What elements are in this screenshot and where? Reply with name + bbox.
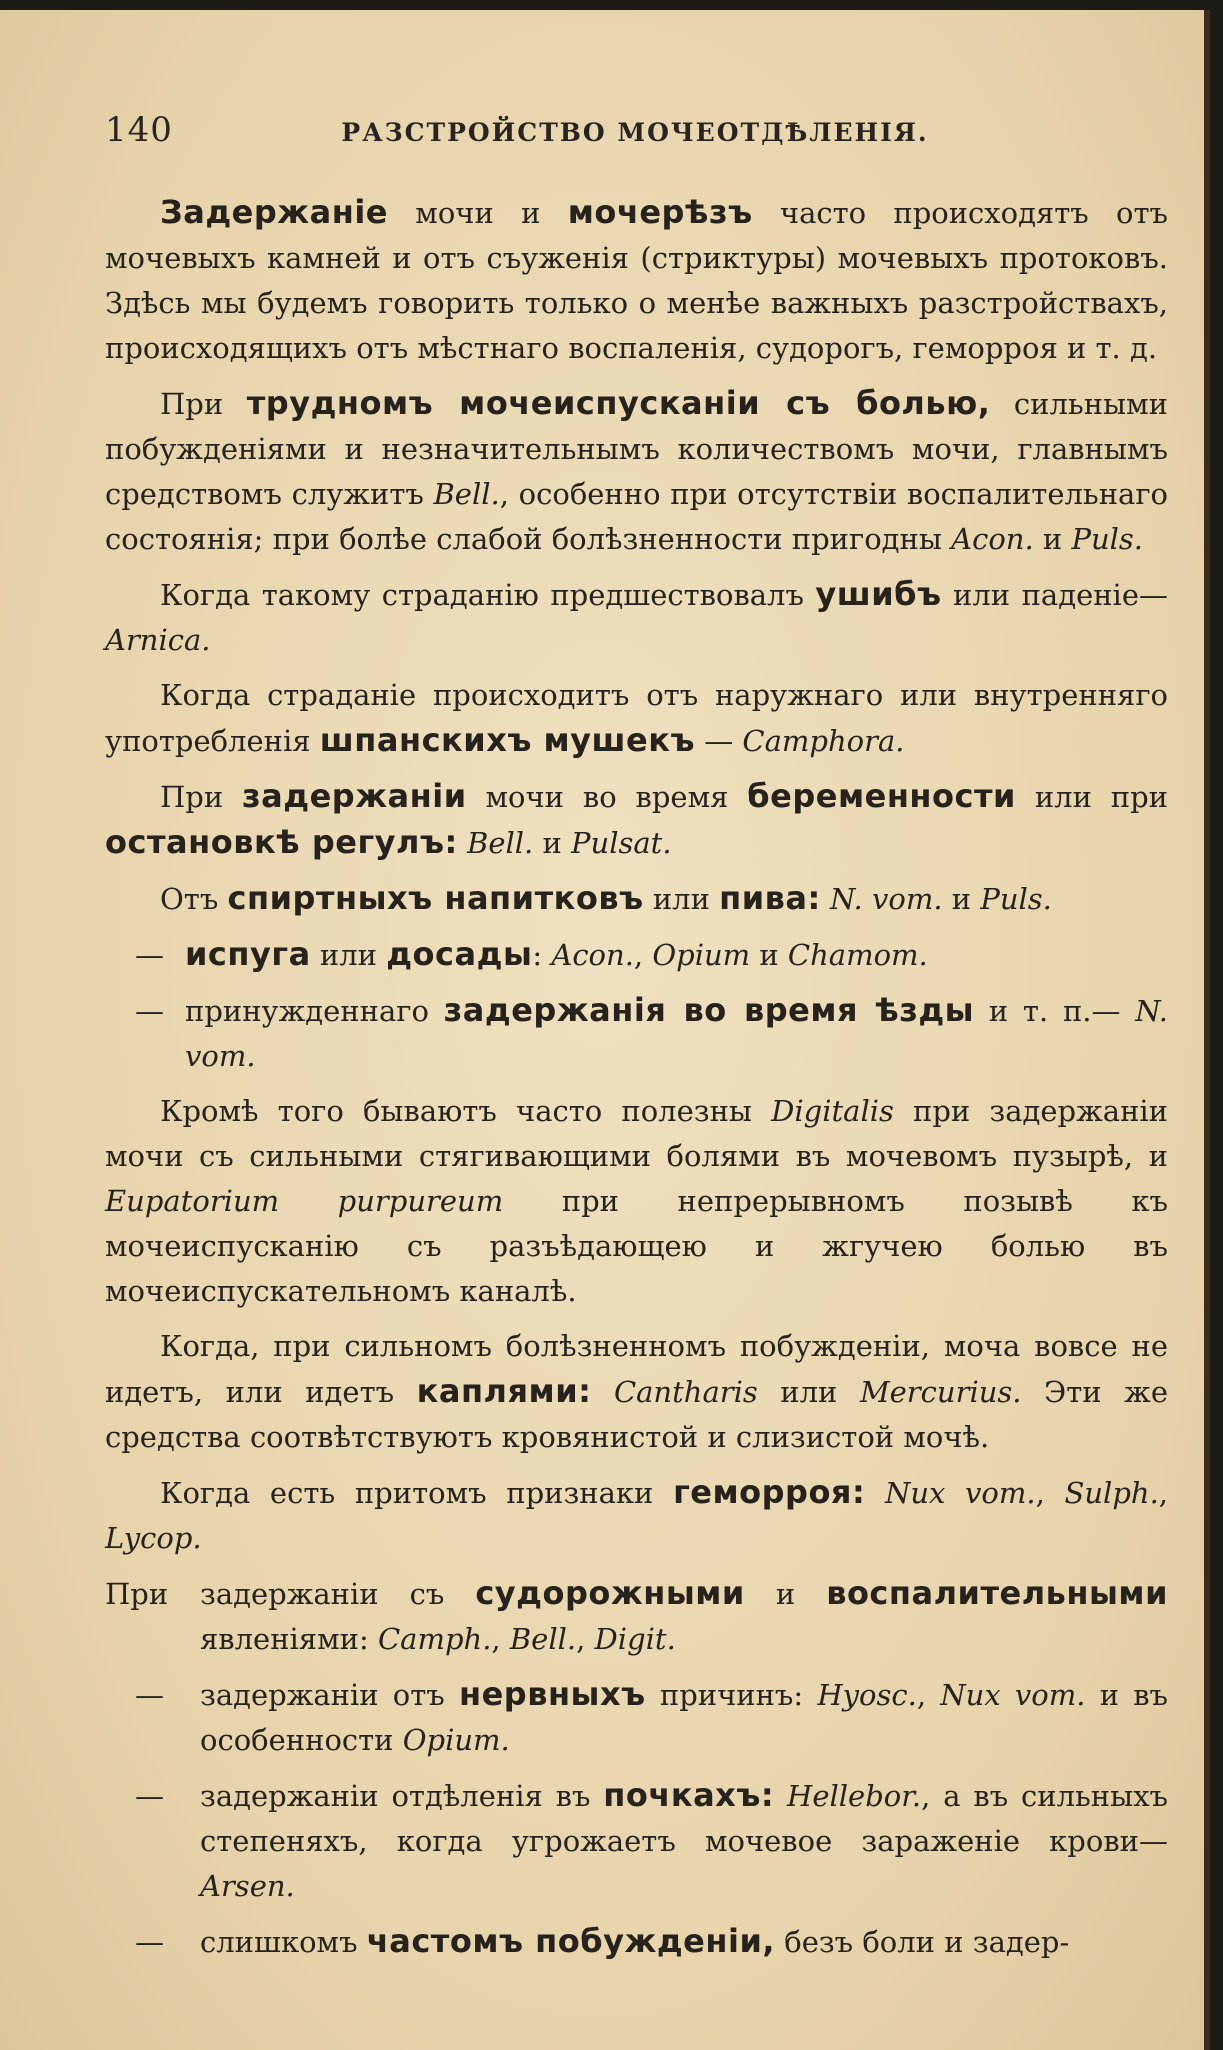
remedy: Camph. <box>377 1622 492 1656</box>
text: Когда такому страданію предшествовалъ <box>160 578 816 612</box>
remedy: Acon. <box>951 522 1034 556</box>
text: или <box>757 1375 860 1409</box>
text: и <box>1033 522 1072 556</box>
list-dash: — <box>135 938 164 972</box>
paragraph-1 <box>105 190 1168 371</box>
term: пива: <box>719 879 821 917</box>
text <box>865 1476 885 1510</box>
text: Кромѣ того бываютъ часто полезны <box>160 1094 772 1128</box>
term: каплями: <box>416 1372 592 1410</box>
term: задержанія во время ѣзды <box>443 991 975 1029</box>
remedy: Nux vom. <box>940 1678 1086 1712</box>
remedy: N. vom. <box>830 882 943 916</box>
remedy: Opium <box>652 938 751 972</box>
paragraph-8 <box>105 988 1168 1079</box>
text: причинъ: <box>645 1678 818 1712</box>
remedy: Camphora. <box>742 724 905 758</box>
remedy: Sulph. <box>1064 1476 1159 1510</box>
text: при непрерывномъ позывѣ къ мочеиспусканію съ разъѣдающею и жгучею болью въ мочеиспускательномъ каналѣ. <box>105 1184 1168 1308</box>
paragraph-10 <box>105 1324 1168 1460</box>
remedy: Digit. <box>594 1622 676 1656</box>
remedy: Bell. <box>509 1622 577 1656</box>
term: почкахъ: <box>603 1776 775 1814</box>
term: судорожными <box>475 1574 745 1612</box>
text: или паденіе— <box>941 578 1168 612</box>
remedy: Opium. <box>402 1723 510 1757</box>
term: шпанскихъ мушекъ <box>319 721 695 759</box>
term: нервныхъ <box>458 1675 646 1713</box>
text: Эти же средства соотвѣтствуютъ кровянистой и слизистой мочѣ. <box>105 1375 1168 1454</box>
text: , <box>633 938 653 972</box>
remedy: N. vom. <box>185 994 1168 1073</box>
remedy: Eupatorium purpureum <box>105 1184 504 1218</box>
text: — <box>694 724 743 758</box>
paragraph-3 <box>105 572 1168 663</box>
text: сильными побужденіями и незначительнымъ количествомъ мочи, главнымъ средствомъ служитъ <box>105 387 1169 511</box>
text <box>591 1375 614 1409</box>
remedy: Acon. <box>551 938 634 972</box>
book-page <box>0 10 1210 2050</box>
page-number: 140 <box>105 110 173 150</box>
text: слишкомъ <box>200 1925 367 1959</box>
paragraph-15 <box>105 1919 1168 1965</box>
text: или при <box>1015 780 1168 814</box>
text: или <box>643 882 720 916</box>
running-title: РАЗСТРОЙСТВО МОЧЕОТДѢЛЕНІЯ. <box>341 118 929 147</box>
paragraph-12 <box>105 1571 1168 1662</box>
paragraph-4 <box>105 673 1168 764</box>
text <box>821 882 830 916</box>
text: и т. п.— <box>974 994 1136 1028</box>
remedy: Chamom. <box>787 938 928 972</box>
term: частомъ побужденіи, <box>366 1922 776 1960</box>
remedy: Bell. <box>433 477 500 511</box>
text: При <box>160 780 243 814</box>
text: и <box>744 1577 827 1611</box>
text: задержаніи отъ <box>200 1678 459 1712</box>
text: мочи во время <box>466 780 748 814</box>
paragraph-13 <box>105 1672 1168 1763</box>
page-header <box>105 110 1165 160</box>
text: и <box>750 938 788 972</box>
text: При <box>160 387 247 421</box>
text: и <box>533 826 572 860</box>
text: задержаніи съ <box>200 1577 476 1611</box>
text <box>458 826 467 860</box>
text: , <box>1158 1476 1169 1510</box>
text: , а въ сильныхъ степеняхъ, когда угрожаетъ мочевое зараженіе крови— <box>200 1779 1169 1858</box>
remedy: Nux vom. <box>884 1476 1036 1510</box>
text: при задержаніи мочи съ сильными стягивающими болями въ мочевомъ пузырѣ, и <box>105 1094 1169 1173</box>
text: часто происходятъ отъ мочевыхъ камней и отъ съуженія (стриктуры) мочевыхъ протоковъ. Здѣсь мы будемъ говорить только о менѣе важныхъ разстройствахъ, происходящихъ отъ мѣстнаго воспаленія, судорогъ, геморроя и т. д. <box>105 196 1168 365</box>
text: , <box>576 1622 595 1656</box>
paragraph-11 <box>105 1470 1168 1561</box>
text: : <box>532 938 552 972</box>
remedy: Mercurius. <box>859 1375 1022 1409</box>
term: досады <box>386 935 533 973</box>
remedy: Cantharis <box>613 1375 758 1409</box>
list-dash: — <box>135 1779 164 1813</box>
text: безъ боли и задер- <box>775 1925 1070 1959</box>
text: задержаніи отдѣленія въ <box>200 1779 604 1813</box>
remedy: Digitalis <box>771 1094 894 1128</box>
remedy: Lycop. <box>105 1521 202 1555</box>
remedy: Puls. <box>1071 522 1144 556</box>
page-body <box>105 190 1168 1975</box>
paragraph-7 <box>105 932 1168 978</box>
remedy: Puls. <box>980 882 1052 916</box>
text: и <box>942 882 981 916</box>
list-dash: — <box>135 994 164 1028</box>
text: , <box>916 1678 941 1712</box>
text: , <box>1035 1476 1065 1510</box>
text: Когда, при сильномъ болѣзненномъ побужденіи, моча вовсе не идетъ, или идетъ <box>105 1329 1168 1409</box>
term: остановкѣ регулъ: <box>105 823 458 861</box>
text: Отъ <box>160 882 228 916</box>
paragraph-9 <box>105 1089 1168 1314</box>
text <box>774 1779 787 1813</box>
text: , особенно при отсутствіи воспалительнаго состоянія; при болѣе слабой болѣзненности пригодны <box>105 477 1168 556</box>
text: мочи и <box>388 196 568 230</box>
remedy: Hellebor. <box>787 1779 922 1813</box>
text: явленіями: <box>200 1622 378 1656</box>
term: испуга <box>185 935 311 973</box>
text: или <box>310 938 387 972</box>
text: и въ особенности <box>200 1678 1169 1757</box>
remedy: Pulsat. <box>571 826 672 860</box>
term: трудномъ мочеиспусканіи съ болью, <box>246 384 991 422</box>
term: ушибъ <box>815 575 942 613</box>
text: , <box>491 1622 510 1656</box>
remedy: Hyosc. <box>817 1678 917 1712</box>
text: Когда есть притомъ признаки <box>160 1476 674 1510</box>
text: Когда страданіе происходитъ отъ наружнаго или внутренняго употребленія <box>105 678 1168 758</box>
term: спиртныхъ напитковъ <box>227 879 644 917</box>
term: воспалительными <box>826 1574 1168 1612</box>
text: принужденнаго <box>185 994 444 1028</box>
paragraph-14 <box>105 1773 1168 1909</box>
paragraph-5 <box>105 774 1168 866</box>
term-retention: Задержаніе <box>160 193 388 231</box>
term: задержаніи <box>242 777 467 815</box>
remedy: Arnica. <box>105 623 211 657</box>
list-dash: — <box>135 1925 164 1959</box>
remedy: Arsen. <box>200 1869 295 1903</box>
term: беременности <box>747 777 1016 815</box>
paragraph-6 <box>105 876 1168 922</box>
term: геморроя: <box>673 1473 866 1511</box>
term-strangury: мочерѣзъ <box>567 193 753 231</box>
list-head: При <box>105 1577 169 1611</box>
paragraph-2 <box>105 381 1168 562</box>
remedy: Bell. <box>467 826 534 860</box>
list-dash: — <box>135 1678 164 1712</box>
